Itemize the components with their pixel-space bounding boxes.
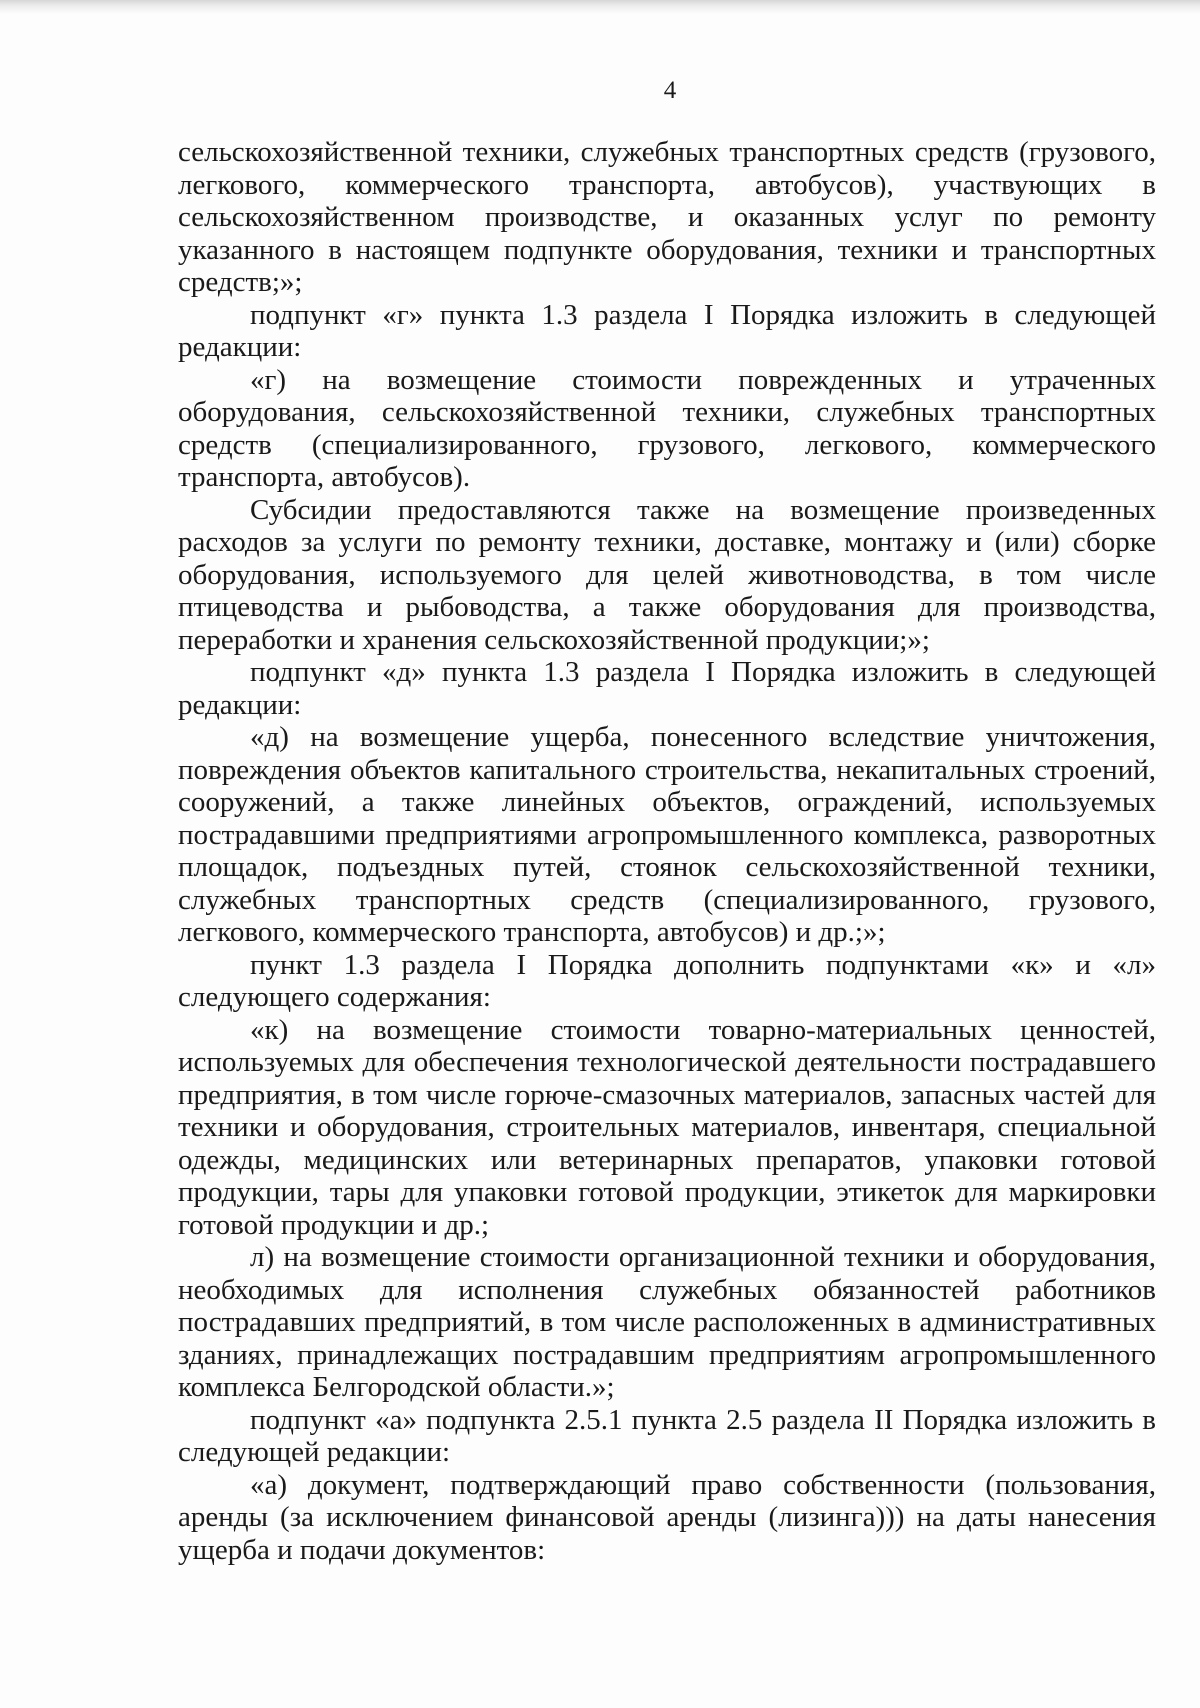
paragraph-amend-subitem-a: подпункт «а» подпункта 2.5.1 пункта 2.5 раздела II Порядка изложить в следующей редакции: [178, 1403, 1156, 1468]
paragraph-subitem-k-text: «к) на возмещение стоимости товарно-материальных ценностей, используемых для обеспечения технологической деятельности пострадавшего предприятия, в том числе горюче-смазочных материалов, запасных частей для техники и оборудования, строительных материалов, инвентаря, специальной одежды, медицинских или ветеринарных препаратов, упаковки готовой продукции, тары для упаковки готовой продукции, этикеток для маркировки готовой продукции и др.; [178, 1013, 1156, 1241]
paragraph-subitem-d-text: «д) на возмещение ущерба, понесенного вследствие уничтожения, повреждения объектов капитального строительства, некапитальных строений, сооружений, а также линейных объектов, ограждений, используемых пострадавшими предприятиями агропромышленного комплекса, разворотных площадок, подъездных путей, стоянок сельскохозяйственной техники, служебных транспортных средств (специализированного, грузового, легкового, коммерческого транспорта, автобусов) и др.;»; [178, 721, 1156, 948]
paragraph-subsidies: Субсидии предоставляются также на возмещение произведенных расходов за услуги по ремонту техники, доставке, монтажу и (или) сборке оборудования, используемого для целей животноводства, в том числе птицеводства и рыбоводства, а также оборудования для производства, переработки и хранения сельскохозяйственной продукции;»; [178, 493, 1156, 656]
paragraph-subitem-g-text: «г) на возмещение стоимости поврежденных и утраченных оборудования, сельскохозяйственной техники, служебных транспортных средств (специализированного, грузового, легкового, коммерческого транспорта, автобусов). [178, 363, 1156, 493]
paragraph-amend-subitem-g: подпункт «г» пункта 1.3 раздела I Порядка изложить в следующей редакции: [178, 298, 1156, 363]
paragraph-amend-subitem-d: подпункт «д» пункта 1.3 раздела I Порядка изложить в следующей редакции: [178, 656, 1156, 721]
paragraph-subitem-a-text: «а) документ, подтверждающий право собственности (пользования, аренды (за исключением финансовой аренды (лизинга))) на даты нанесения ущерба и подачи документов: [178, 1468, 1156, 1566]
document-body [178, 136, 1156, 1566]
paragraph-subitem-l-text: л) на возмещение стоимости организационной техники и оборудования, необходимых для исполнения служебных обязанностей работников пострадавших предприятий, в том числе расположенных в административных зданиях, принадлежащих пострадавшим предприятиям агропромышленного комплекса Белгородской области.»; [178, 1241, 1156, 1403]
page-number: 4 [663, 77, 677, 104]
paragraph-add-subitems-k-l: пункт 1.3 раздела I Порядка дополнить подпунктами «к» и «л» следующего содержания: [178, 948, 1156, 1013]
scan-edge [0, 0, 1200, 14]
paragraph-continuation: сельскохозяйственной техники, служебных транспортных средств (грузового, легкового, коммерческого транспорта, автобусов), участвующих в сельскохозяйственном производстве, и оказанных услуг по ремонту указанного в настоящем подпункте оборудования, техники и транспортных средств;»; [178, 136, 1156, 298]
